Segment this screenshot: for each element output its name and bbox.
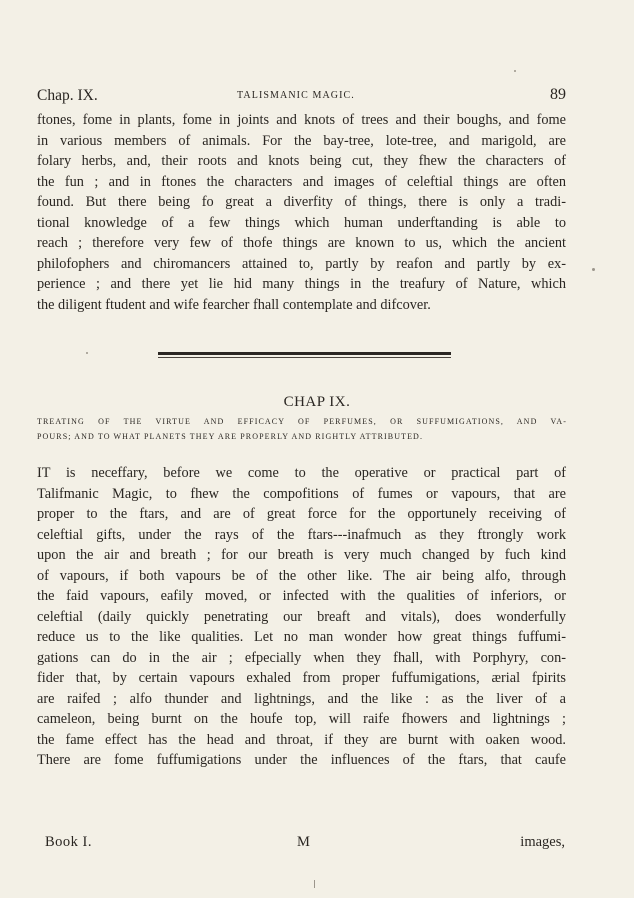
text-line: the fame effect has the head and throat, if they are burnt with oaken wood. (37, 731, 566, 748)
text-line: the faid vapours, eafily moved, or infected with the qualities of inferiors, or (37, 588, 566, 604)
page-number: 89 (550, 86, 566, 103)
text-line: There are fome fuffumigations under the influences of the ftars, that caufe (37, 752, 566, 768)
text-line: fider that, by certain vapours exhaled from proper fuffumigations, ærial fpirits (37, 670, 566, 686)
paper-speck (86, 352, 88, 354)
signature-mark: M (297, 834, 310, 850)
paper-speck (514, 70, 516, 72)
paper-speck (314, 880, 315, 888)
text-line: ftones, fome in plants, fome in joints and knots of trees and their boughs, and fome (37, 112, 566, 128)
text-line: Talifmanic Magic, to fhew the compofitions of fumes or vapours, that are (37, 485, 566, 502)
text-line: the diligent ftudent and wife fearcher fhall contemplate and difcover. (37, 296, 431, 313)
divider-thin-line (158, 357, 451, 358)
text-line: philofophers and chiromancers attained to, partly by reafon and partly by ex- (37, 255, 566, 272)
chapter-subtitle (37, 414, 567, 444)
text-line: the fun ; and in ftones the characters and images of celeftial things are often (37, 173, 566, 190)
paper-speck (592, 268, 595, 271)
text-line: reduce us to the like qualities. Let no man wonder how great things fuffumi- (37, 629, 566, 645)
text-line: IT is neceffary, before we come to the operative or practical part of (37, 465, 566, 481)
text-line: celeftial (daily quickly penetrating our breaft and vitals), does wonderfully (37, 608, 566, 625)
text-line: proper to the ftars, and are of great force for the opportunely receiving of (37, 506, 566, 522)
section-divider (158, 352, 451, 358)
catchword: images, (520, 834, 565, 850)
text-line: are raifed ; alfo thunder and lightnings, and the like : as the liver of a (37, 690, 566, 707)
text-line: found. But there being fo great a diverfity of things, there is only a tradi- (37, 194, 566, 210)
text-line: cameleon, being burnt on the houfe top, will raife fhowers and lightnings ; (37, 711, 566, 727)
subtitle-line: TREATING OF THE VIRTUE AND EFFICACY OF PERFUMES, OR SUFFUMIGATIONS, AND VA- (37, 417, 567, 426)
subtitle-line: POURS; AND TO WHAT PLANETS THEY ARE PROPERLY AND RIGHTLY ATTRIBUTED. (37, 432, 424, 441)
text-line: of vapours, if both vapours be of the other like. The air being alfo, through (37, 567, 566, 584)
page-header (37, 86, 569, 108)
paragraph-continued (37, 110, 566, 315)
paragraph-chapter-body (37, 463, 566, 771)
text-line: perience ; and there yet lie hid many things in the treafury of Nature, which (37, 276, 566, 292)
chapter-label: Chap. IX. (37, 87, 98, 104)
text-line: in various members of animals. For the bay-tree, lote-tree, and marigold, are (37, 132, 566, 149)
running-title: TALISMANIC MAGIC. (237, 90, 355, 101)
divider-thick-line (158, 352, 451, 355)
text-line: reach ; therefore very few of thofe things are known to us, which the ancient (37, 235, 566, 251)
text-line: folary herbs, and, their roots and knots being cut, they fhew the characters of (37, 153, 566, 169)
text-line: celeftial gifts, under the rays of the ftars---inafmuch as they ftrongly work (37, 526, 566, 543)
book-label: Book I. (45, 834, 92, 850)
text-line: upon the air and breath ; for our breath is very much changed by fuch kind (37, 547, 566, 563)
chapter-title: CHAP IX. (283, 394, 351, 410)
text-line: gations can do in the air ; efpecially when they fhall, with Porphyry, con- (37, 649, 566, 666)
page-footer (45, 834, 565, 852)
text-line: tional knowledge of a few things which human underftanding is able to (37, 214, 566, 231)
